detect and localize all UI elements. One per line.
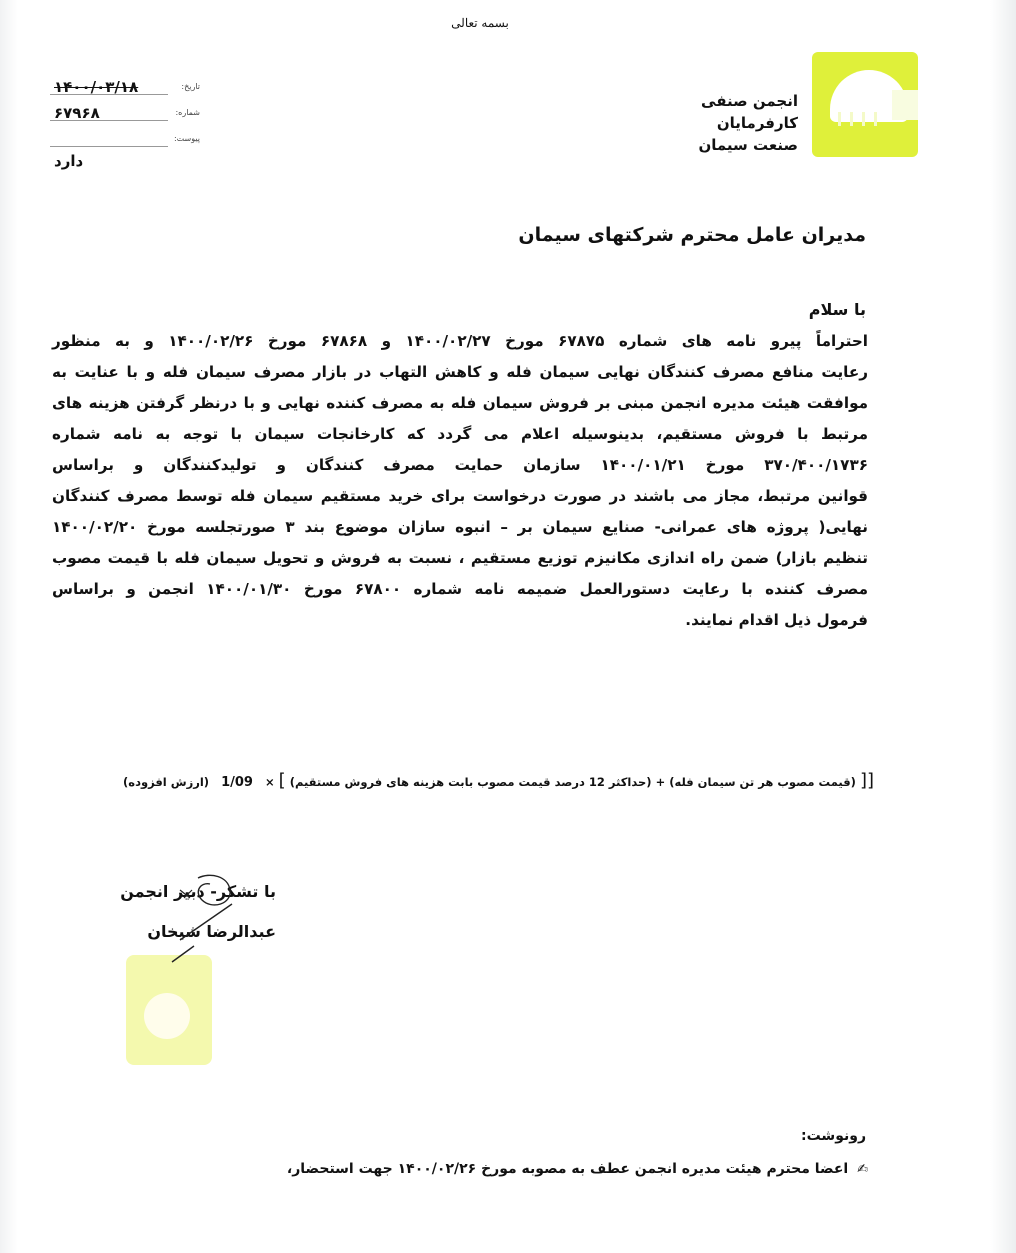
formula-direct-sale-cost: (حداکثر 12 درصد قیمت مصوب بابت هزینه های فروش مستقیم) <box>289 775 652 789</box>
logo-drip <box>850 112 853 126</box>
letter-meta <box>50 78 200 170</box>
cement-association-logo-icon <box>812 52 918 157</box>
body-line: نهایی( پروژه های عمرانی- صنایع سیمان بر – انبوه سازان موضوع بند ۳ صورتجلسه مورخ ۱۴۰۰/۰۲/۲۰ <box>52 518 868 536</box>
body-line: مرتبط با فروش مستقیم، بدینوسیله اعلام می گردد که کارخانجات سیمان با توجه به نامه شماره <box>52 425 868 443</box>
stamp-emblem <box>144 993 190 1039</box>
body-line: احتراماً پیرو نامه های شماره ۶۷۸۷۵ مورخ ۱۴۰۰/۰۲/۲۷ و ۶۷۸۶۸ مورخ ۱۴۰۰/۰۲/۲۶ و به منظور <box>52 332 868 350</box>
attachment-label: پیوست: <box>173 134 200 143</box>
body-line: مصرف کننده با رعایت دستورالعمل ضمیمه نامه شماره ۶۷۸۰۰ مورخ ۱۴۰۰/۰۱/۳۰ انجمن و براساس <box>52 580 868 598</box>
date-row <box>50 78 200 104</box>
body-line: ۳۷۰/۴۰۰/۱۷۳۶ مورخ ۱۴۰۰/۰۱/۲۱ سازمان حمایت مصرف کنندگان و تولیدکنندگان و براساس <box>52 456 868 474</box>
number-value: ۶۷۹۶۸ <box>54 104 100 122</box>
price-formula <box>92 770 874 791</box>
organization-name-line3: صنعت سیمان <box>698 136 798 154</box>
attachment-value: دارد <box>54 152 84 170</box>
invocation-text: بسمه تعالی <box>451 16 509 30</box>
logo-drip <box>838 112 841 126</box>
recipient-heading: مدیران عامل محترم شرکتهای سیمان <box>518 224 866 246</box>
date-value: ۱۴۰۰/۰۳/۱۸ <box>54 78 139 96</box>
logo-drip <box>862 112 865 126</box>
formula-approved-price: (قیمت مصوب هر تن سیمان فله) <box>669 775 856 789</box>
body-line: رعایت منافع مصرف کنندگان نهایی سیمان فله و کاهش التهاب در بازار مصرف سیمان فله و با عنایت به <box>52 363 868 381</box>
logo-drip <box>874 112 877 126</box>
number-row <box>50 104 200 130</box>
formula-open-bracket: [ <box>859 770 867 791</box>
writing-hand-icon: ✍ <box>857 1162 868 1177</box>
cc-recipient-line <box>287 1161 868 1177</box>
attachment-row <box>50 130 200 170</box>
organization-name-line1: انجمن صنفی <box>701 92 798 110</box>
formula-close-bracket: ] <box>278 770 286 791</box>
logo-c-opening <box>892 90 918 120</box>
cc-recipient-text: اعضا محترم هیئت مدیره انجمن عطف به مصوبه مورخ ۱۴۰۰/۰۲/۲۶ جهت استحضار، <box>286 1161 849 1177</box>
number-label: شماره: <box>175 108 200 117</box>
organization-name-line2: کارفرمایان <box>716 114 798 132</box>
date-label: تاریخ: <box>181 82 200 91</box>
formula-multiplier: 1/09 <box>221 775 253 790</box>
signature-block <box>96 872 276 952</box>
signatory-name: عبدالرضا شیخان <box>147 922 276 941</box>
body-line: فرمول ذیل اقدام نمایند. <box>685 611 868 629</box>
formula-open-bracket: [ <box>866 770 874 791</box>
attachment-underline <box>50 146 168 147</box>
formula-times: × <box>264 775 275 789</box>
cc-label: رونوشت: <box>801 1128 866 1144</box>
salutation: با سلام <box>808 300 866 319</box>
formula-vat: (ارزش افزوده) <box>123 775 210 789</box>
organization-name <box>668 90 798 156</box>
signature-thanks: با تشکر- دبیر انجمن <box>120 882 276 901</box>
body-line: قوانین مرتبط، مجاز می باشند در صورت درخواست برای خرید مستقیم سیمان فله توسط مصرف کنندگان <box>52 487 868 505</box>
formula-plus: + <box>655 775 666 789</box>
body-line: موافقت هیئت مدیره انجمن مبنی بر فروش سیمان فله به مصرف کننده نهایی و با درنظر گرفتن هزینه های <box>52 394 868 412</box>
body-line: تنظیم بازار) ضمن راه اندازی مکانیزم توزیع مستقیم ، نسبت به فروش و تحویل سیمان فله با قیمت مصوب <box>52 549 868 567</box>
association-stamp <box>126 955 212 1065</box>
letter-body <box>52 326 868 636</box>
